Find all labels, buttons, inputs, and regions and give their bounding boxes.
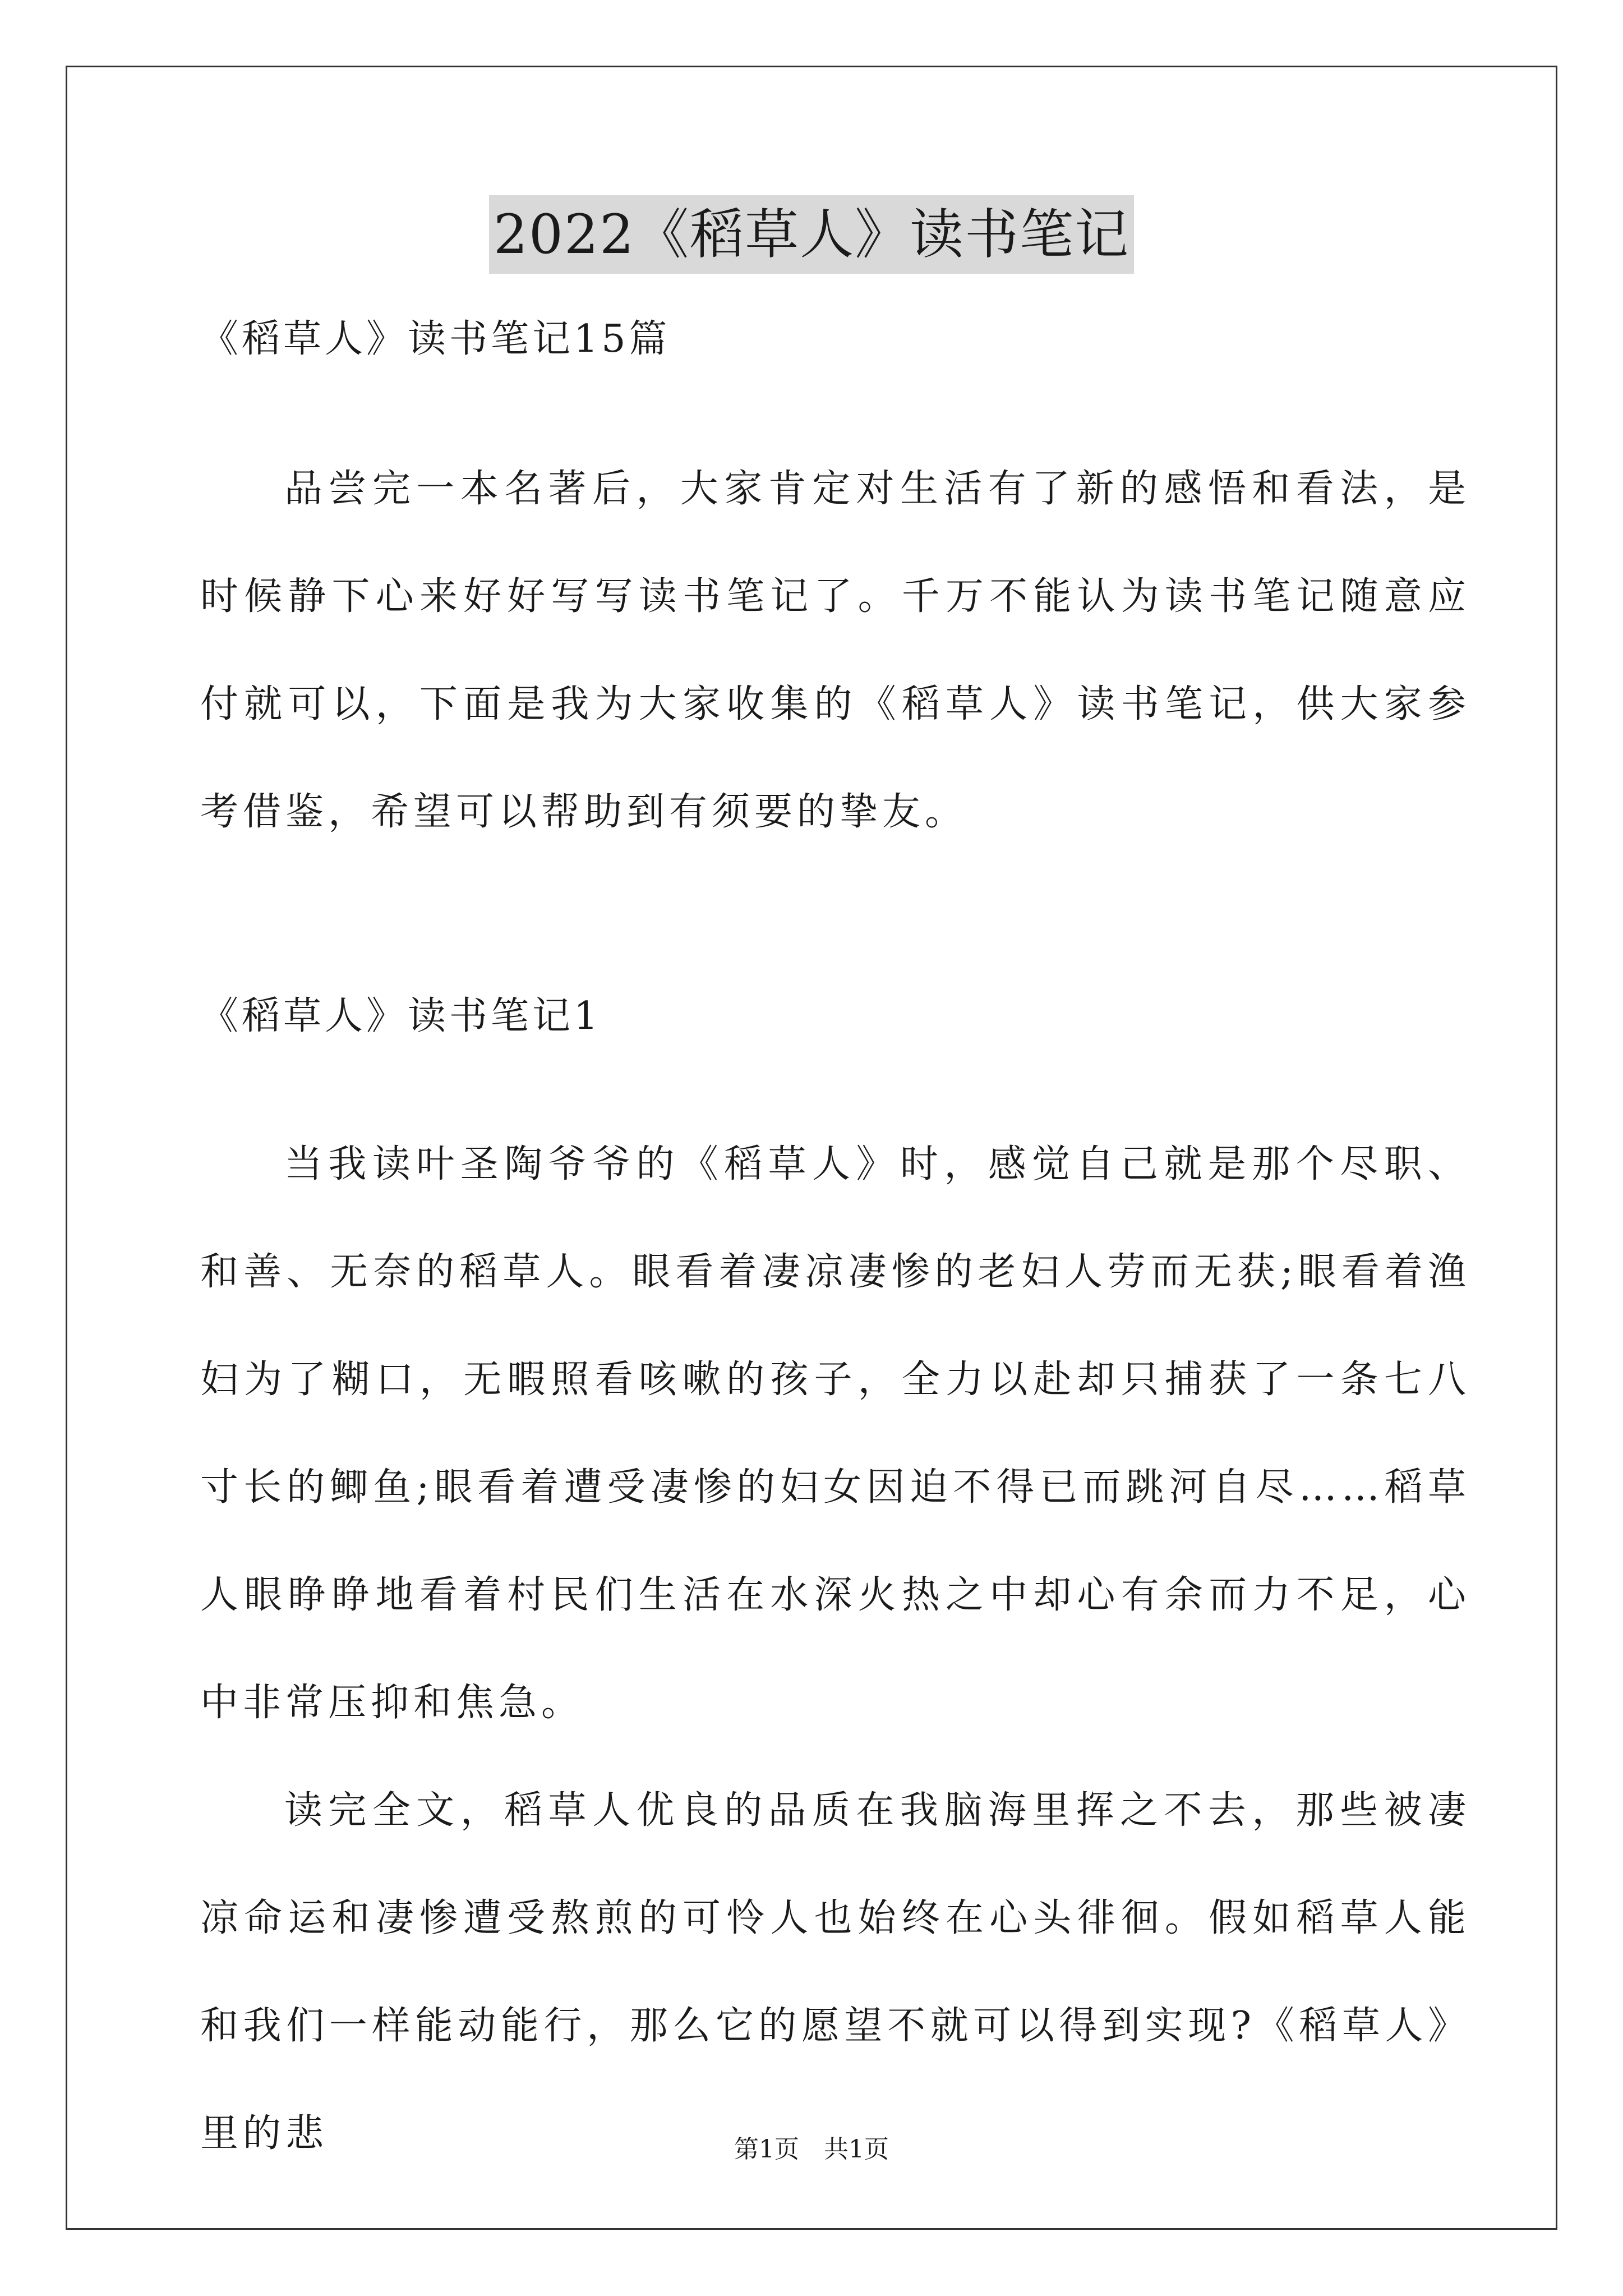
document-title: 2022《稻草人》读书笔记 — [489, 195, 1134, 274]
section-body — [200, 1111, 1470, 2188]
body-paragraph-1: 当我读叶圣陶爷爷的《稻草人》时，感觉自己就是那个尽职、和善、无奈的稻草人。眼看着凄凉凄惨的老妇人劳而无获;眼看着渔妇为了糊口，无暇照看咳嗽的孩子，全力以赴却只捕获了一条七八寸长的鲫鱼;眼看着遭受凄惨的妇女因迫不得已而跳河自尽……稻草人眼睁睁地看着村民们生活在水深火热之中却心有余而力不足，心中非常压抑和焦急。 — [200, 1142, 1470, 1725]
intro-section — [200, 435, 1470, 866]
section-heading: 《稻草人》读书笔记1 — [200, 994, 602, 1038]
title-area — [0, 195, 1623, 274]
body-paragraph-2: 读完全文，稻草人优良的品质在我脑海里挥之不去，那些被凄凉命运和凄惨遭受熬煎的可怜人也始终在心头徘徊。假如稻草人能和我们一样能动能行，那么它的愿望不就可以得到实现?《稻草人》里的悲 — [200, 1788, 1470, 2156]
document-subtitle: 《稻草人》读书笔记15篇 — [200, 317, 671, 361]
page-footer: 第1页 共1页 — [734, 2135, 889, 2164]
intro-paragraph: 品尝完一本名著后，大家肯定对生活有了新的感悟和看法，是时候静下心来好好写写读书笔记了。千万不能认为读书笔记随意应付就可以，下面是我为大家收集的《稻草人》读书笔记，供大家参考借鉴，希望可以帮助到有须要的挚友。 — [200, 467, 1470, 834]
